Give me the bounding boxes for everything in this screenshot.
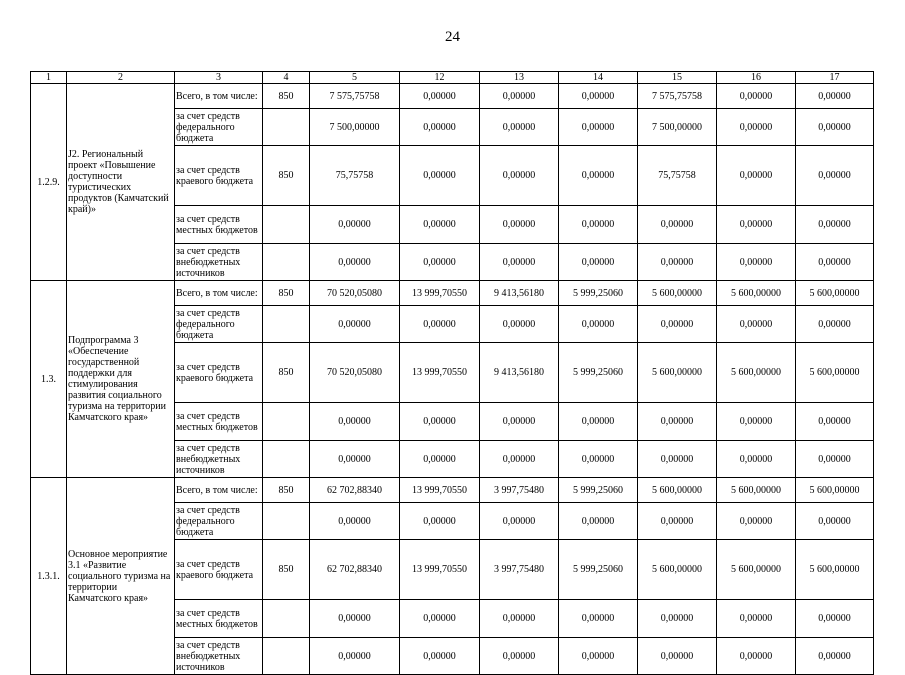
amount-cell: 0,00000 (310, 206, 400, 244)
amount-cell: 0,00000 (796, 206, 874, 244)
amount-cell: 13 999,70550 (400, 478, 480, 503)
item-name: Основное мероприятие 3.1 «Развитие социального туризма на территории Камчатского края» (67, 478, 175, 675)
amount-cell: 62 702,88340 (310, 478, 400, 503)
item-name: J2. Региональный проект «Повышение доступности туристических продуктов (Камчатский край)» (67, 84, 175, 281)
funding-source: за счет средств местных бюджетов (175, 206, 263, 244)
amount-cell: 70 520,05080 (310, 281, 400, 306)
funding-source: за счет средств краевого бюджета (175, 146, 263, 206)
amount-cell: 0,00000 (400, 638, 480, 675)
amount-cell: 0,00000 (717, 109, 796, 146)
amount-cell: 0,00000 (796, 146, 874, 206)
amount-cell: 0,00000 (310, 638, 400, 675)
budget-code: 850 (263, 281, 310, 306)
column-number-header: 14 (559, 72, 638, 84)
amount-cell: 0,00000 (796, 441, 874, 478)
amount-cell: 0,00000 (638, 206, 717, 244)
amount-cell: 7 575,75758 (310, 84, 400, 109)
amount-cell: 75,75758 (310, 146, 400, 206)
funding-source: Всего, в том числе: (175, 478, 263, 503)
budget-code (263, 403, 310, 441)
amount-cell: 9 413,56180 (480, 343, 559, 403)
amount-cell: 70 520,05080 (310, 343, 400, 403)
amount-cell: 13 999,70550 (400, 343, 480, 403)
amount-cell: 0,00000 (400, 206, 480, 244)
amount-cell: 13 999,70550 (400, 540, 480, 600)
table-row (31, 281, 874, 306)
column-number-header: 5 (310, 72, 400, 84)
funding-source: Всего, в том числе: (175, 281, 263, 306)
amount-cell: 0,00000 (480, 441, 559, 478)
amount-cell: 3 997,75480 (480, 478, 559, 503)
amount-cell: 0,00000 (638, 403, 717, 441)
amount-cell: 0,00000 (480, 503, 559, 540)
amount-cell: 5 600,00000 (638, 281, 717, 306)
amount-cell: 0,00000 (796, 84, 874, 109)
amount-cell: 0,00000 (559, 109, 638, 146)
amount-cell: 0,00000 (638, 638, 717, 675)
column-number-header: 3 (175, 72, 263, 84)
amount-cell: 0,00000 (559, 146, 638, 206)
amount-cell: 5 600,00000 (717, 540, 796, 600)
amount-cell: 0,00000 (717, 206, 796, 244)
amount-cell: 0,00000 (796, 109, 874, 146)
amount-cell: 0,00000 (717, 306, 796, 343)
amount-cell: 0,00000 (310, 403, 400, 441)
funding-source: за счет средств местных бюджетов (175, 403, 263, 441)
column-number-header: 4 (263, 72, 310, 84)
table-row (31, 84, 874, 109)
amount-cell: 0,00000 (480, 206, 559, 244)
budget-code (263, 638, 310, 675)
funding-source: за счет средств федерального бюджета (175, 306, 263, 343)
amount-cell: 0,00000 (638, 306, 717, 343)
amount-cell: 7 500,00000 (310, 109, 400, 146)
amount-cell: 0,00000 (480, 403, 559, 441)
amount-cell: 0,00000 (796, 403, 874, 441)
budget-code (263, 600, 310, 638)
amount-cell: 0,00000 (717, 503, 796, 540)
funding-source: за счет средств краевого бюджета (175, 343, 263, 403)
column-number-header: 1 (31, 72, 67, 84)
amount-cell: 0,00000 (717, 441, 796, 478)
amount-cell: 0,00000 (559, 244, 638, 281)
item-name: Подпрограмма 3 «Обеспечение государственной поддержки для стимулирования развития социального туризма на территории Камчатского края» (67, 281, 175, 478)
amount-cell: 0,00000 (717, 600, 796, 638)
amount-cell: 0,00000 (480, 146, 559, 206)
amount-cell: 0,00000 (717, 403, 796, 441)
budget-code (263, 109, 310, 146)
amount-cell: 5 999,25060 (559, 343, 638, 403)
funding-source: за счет средств федерального бюджета (175, 109, 263, 146)
funding-source: за счет средств федерального бюджета (175, 503, 263, 540)
amount-cell: 5 600,00000 (796, 540, 874, 600)
amount-cell: 5 600,00000 (717, 281, 796, 306)
amount-cell: 0,00000 (310, 441, 400, 478)
amount-cell: 5 600,00000 (638, 540, 717, 600)
column-number-header: 2 (67, 72, 175, 84)
funding-source: за счет средств внебюджетных источников (175, 244, 263, 281)
amount-cell: 0,00000 (559, 503, 638, 540)
amount-cell: 0,00000 (310, 503, 400, 540)
amount-cell: 0,00000 (400, 403, 480, 441)
amount-cell: 0,00000 (796, 503, 874, 540)
amount-cell: 7 575,75758 (638, 84, 717, 109)
amount-cell: 0,00000 (400, 109, 480, 146)
column-number-header: 12 (400, 72, 480, 84)
budget-code: 850 (263, 540, 310, 600)
amount-cell: 5 600,00000 (638, 478, 717, 503)
amount-cell: 0,00000 (400, 503, 480, 540)
amount-cell: 0,00000 (400, 441, 480, 478)
header-row (31, 72, 874, 84)
column-number-header: 13 (480, 72, 559, 84)
budget-code (263, 244, 310, 281)
amount-cell: 0,00000 (480, 306, 559, 343)
amount-cell: 0,00000 (480, 244, 559, 281)
budget-code: 850 (263, 146, 310, 206)
amount-cell: 0,00000 (400, 84, 480, 109)
budget-code (263, 206, 310, 244)
budget-code: 850 (263, 478, 310, 503)
amount-cell: 5 600,00000 (796, 478, 874, 503)
amount-cell: 0,00000 (480, 109, 559, 146)
amount-cell: 0,00000 (310, 306, 400, 343)
amount-cell: 0,00000 (480, 600, 559, 638)
table-row (31, 478, 874, 503)
amount-cell: 3 997,75480 (480, 540, 559, 600)
amount-cell: 7 500,00000 (638, 109, 717, 146)
budget-code (263, 441, 310, 478)
amount-cell: 0,00000 (559, 600, 638, 638)
budget-code (263, 503, 310, 540)
amount-cell: 0,00000 (796, 638, 874, 675)
amount-cell: 0,00000 (638, 600, 717, 638)
amount-cell: 5 600,00000 (796, 281, 874, 306)
amount-cell: 0,00000 (559, 441, 638, 478)
amount-cell: 0,00000 (310, 244, 400, 281)
amount-cell: 5 999,25060 (559, 478, 638, 503)
amount-cell: 0,00000 (638, 441, 717, 478)
amount-cell: 5 600,00000 (638, 343, 717, 403)
amount-cell: 0,00000 (717, 146, 796, 206)
funding-source: за счет средств краевого бюджета (175, 540, 263, 600)
amount-cell: 0,00000 (559, 84, 638, 109)
amount-cell: 0,00000 (480, 84, 559, 109)
amount-cell: 0,00000 (400, 306, 480, 343)
column-number-header: 16 (717, 72, 796, 84)
table-body (31, 72, 874, 675)
funding-source: за счет средств местных бюджетов (175, 600, 263, 638)
amount-cell: 0,00000 (400, 600, 480, 638)
amount-cell: 0,00000 (638, 503, 717, 540)
funding-source: за счет средств внебюджетных источников (175, 638, 263, 675)
amount-cell: 0,00000 (638, 244, 717, 281)
amount-cell: 0,00000 (559, 638, 638, 675)
amount-cell: 9 413,56180 (480, 281, 559, 306)
amount-cell: 0,00000 (717, 244, 796, 281)
amount-cell: 5 600,00000 (796, 343, 874, 403)
amount-cell: 5 600,00000 (717, 343, 796, 403)
amount-cell: 13 999,70550 (400, 281, 480, 306)
amount-cell: 0,00000 (796, 306, 874, 343)
budget-code: 850 (263, 343, 310, 403)
item-code: 1.3.1. (31, 478, 67, 675)
amount-cell: 0,00000 (717, 638, 796, 675)
amount-cell: 0,00000 (717, 84, 796, 109)
amount-cell: 0,00000 (796, 600, 874, 638)
amount-cell: 0,00000 (310, 600, 400, 638)
column-number-header: 15 (638, 72, 717, 84)
amount-cell: 0,00000 (796, 244, 874, 281)
amount-cell: 0,00000 (400, 146, 480, 206)
budget-table (30, 71, 874, 675)
amount-cell: 0,00000 (400, 244, 480, 281)
budget-code: 850 (263, 84, 310, 109)
amount-cell: 0,00000 (559, 403, 638, 441)
amount-cell: 75,75758 (638, 146, 717, 206)
page-number: 24 (445, 29, 460, 45)
funding-source: Всего, в том числе: (175, 84, 263, 109)
amount-cell: 5 999,25060 (559, 540, 638, 600)
amount-cell: 5 999,25060 (559, 281, 638, 306)
column-number-header: 17 (796, 72, 874, 84)
budget-code (263, 306, 310, 343)
amount-cell: 0,00000 (480, 638, 559, 675)
item-code: 1.2.9. (31, 84, 67, 281)
funding-source: за счет средств внебюджетных источников (175, 441, 263, 478)
amount-cell: 5 600,00000 (717, 478, 796, 503)
item-code: 1.3. (31, 281, 67, 478)
amount-cell: 0,00000 (559, 306, 638, 343)
amount-cell: 0,00000 (559, 206, 638, 244)
amount-cell: 62 702,88340 (310, 540, 400, 600)
